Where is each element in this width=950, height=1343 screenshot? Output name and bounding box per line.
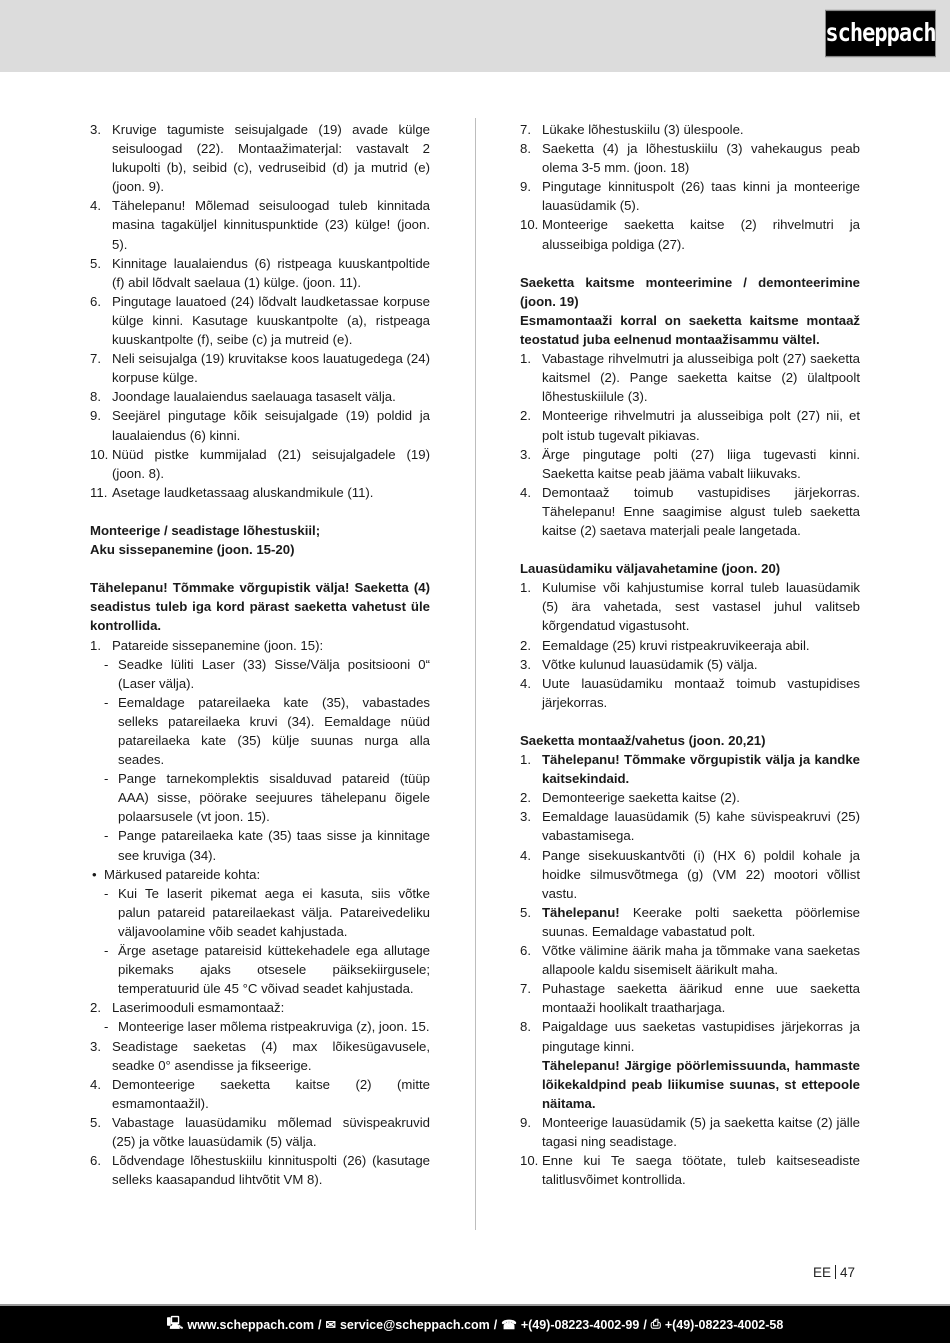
item-text: Neli seisujalga (19) kruvitakse koos lauatugedega (24) korpuse külge. [112,351,430,386]
list-marker: 7. [520,981,531,997]
list-item [90,1151,430,1189]
list-marker: 9. [90,408,101,424]
phone-icon: ☎ [501,1318,517,1332]
list-marker: - [104,656,109,672]
list-marker: 2. [520,790,531,806]
item-text: Aku sissepanemine (joon. 15-20) [90,542,295,558]
list-item [90,196,430,253]
item-text: Asetage laudketassaag aluskandmikule (11). [112,484,374,500]
spacer [90,502,430,521]
item-text: Keerake polti saeketta pöörlemise suunas. Eemaldage vabastatud polt. [542,904,860,939]
section-heading [90,540,430,559]
list-item [520,120,860,139]
item-text: Pingutage kinnituspolt (26) taas kinni ja monteerige lauasüdamik (5). [542,179,860,214]
list-item [90,1037,430,1075]
section-heading [90,521,430,540]
footer-contact-bar [0,1304,950,1343]
item-text: Pange sisekuuskantvõti (i) (HX 6) poldil kohale ja hoidke silmusvõtmega (g) (VM 22) mootori võllist vastu. [542,847,860,901]
mail-icon: ✉ [325,1318,336,1332]
bold-text: Tähelepanu! Tõmmake võrgupistik välja ja kandke kaitsekindaid. [542,752,860,787]
list-marker: - [104,885,109,901]
list-marker: 5. [520,904,531,920]
item-text: Pingutage lauatoed (24) lõdvalt laudketassae korpuse külge kinni. Kasutage kuuskantpolte (a), ristpeaga kuuskantpolte (f), seibe (c) ja mutreid (e). [112,293,430,348]
sub-list-item [90,941,430,998]
separator: / [493,1317,498,1332]
item-text: Lõdvendage lõhestuskiilu kinnituspolti (26) (kasutage selleks kaasapandud lihtvõtit VM 8). [112,1153,430,1188]
section-heading [520,731,860,750]
language-code: EE [813,1265,832,1280]
phone-number: +(49)-08223-4002-99 [520,1317,640,1332]
list-item [520,139,860,177]
list-item [520,578,860,635]
list-marker: 10. [90,446,109,462]
item-text: Uute lauasüdamiku montaaž toimub vastupidises järjekorras. [542,675,860,710]
item-text: Patareide sissepanemine (joon. 15): [112,637,324,653]
list-marker: 4. [90,198,101,214]
list-item [90,1075,430,1113]
list-item [90,349,430,387]
item-text: Kinnitage laualaiendus (6) ristpeaga kuuskantpoltide (f) abil lõdvalt saelaua (1) külge. (joon. 11). [112,255,430,290]
list-marker: • [92,866,97,882]
item-text: Seadke lüliti Laser (33) Sisse/Välja positsiooni 0“ (Laser välja). [118,656,430,691]
separator: / [643,1317,647,1332]
item-text: Joondage laualaiendus saelauaga tasaselt välja. [112,389,396,405]
list-marker: 7. [520,122,531,137]
list-item [520,1017,860,1055]
list-item [520,903,860,941]
warning-paragraph [90,578,430,635]
list-item [520,445,860,483]
item-text: Saeketta kaitsme monteerimine / demonteerimine (joon. 19) [520,274,860,309]
list-item [520,215,860,253]
item-text: Nüüd pistke kummijalad (21) seisujalgadele (19) (joon. 8). [112,446,430,481]
item-text: Vabastage rihvelmutri ja alusseibiga polt (27) saeketta kaitsmel (2). Pange saeketta kaitse (2) ülaltpoolt lõhestuskiilule (3). [542,351,860,405]
item-text: Demonteerige saeketta kaitse (2). [542,790,740,806]
bold-text: Tähelepanu! [542,904,620,920]
list-item [90,445,430,483]
list-item [90,387,430,406]
list-item [520,941,860,979]
sub-list-item [90,769,430,826]
list-item [520,349,860,406]
bold-text: Tähelepanu! Järgige pöörlemissuunda, hammaste lõikekaldpind peab liikumise suunas, st ettepoole näitama. [542,1057,860,1111]
list-item [520,1151,860,1189]
spacer [520,712,860,731]
item-text: Monteerige laser mõlema ristpeakruviga (z), joon. 15. [118,1019,430,1035]
item-text: Eemaldage patareilaeka kate (35), vabastades selleks patareilaeka kruvi (34). Eemaldage nüüd patareilaeka kate (35) külje suunas nurga alla seades. [118,694,430,768]
item-text: Monteerige rihvelmutri ja alusseibiga polt (27) nii, et polt istub tugevalt pikiavas. [542,408,860,443]
list-marker: 1. [520,752,531,768]
page-number [813,1265,855,1280]
scheppach-logo: scheppach [825,10,936,57]
item-text: Pange patareilaeka kate (35) taas sisse ja kinnitage see kruviga (34). [118,828,430,863]
list-marker: 7. [90,351,101,367]
separator: / [318,1317,322,1332]
item-text: Saeketta (4) ja lõhestuskiilu (3) vahekaugus peab olema 3-5 mm. (joon. 18) [542,141,860,176]
list-marker: 10. [520,217,539,233]
item-text: Vabastage lauasüdamiku mõlemad süvispeakruvid (25) ja võtke lauasüdamik (5) välja. [112,1114,430,1149]
list-marker: 4. [90,1076,101,1092]
item-text: Pange tarnekomplektis sisalduvad patareid (tüüp AAA) sisse, pöörake seejuures tähelepanu õigele polaarsusele (vt joon. 15). [118,771,430,825]
item-text: Ärge pingutage polti (27) liiga tugevasti kinni. Saeketta kaitse peab jääma vabalt liikuvaks. [542,446,860,481]
bullet-item [90,865,430,884]
website-link[interactable]: www.scheppach.com [187,1317,315,1332]
right-column [520,120,860,1189]
list-marker: - [104,694,109,710]
list-marker: 10. [520,1153,539,1169]
item-text: Ärge asetage patareisid küttekehadele ega allutage pikemaks ajaks otsesele päiksekiirgusele; temperatuurid üle 45 °C võivad seadet kahjustada. [118,943,430,997]
list-marker: - [104,943,109,959]
list-item-note [520,1056,860,1113]
list-item [90,406,430,444]
list-marker: 2. [520,637,531,653]
item-text: Saeketta montaaž/vahetus (joon. 20,21) [520,733,766,748]
item-text: Paigaldage uus saeketas vastupidises järjekorras ja pingutage kinni. [542,1019,860,1054]
list-item [520,177,860,215]
warning-paragraph [520,273,860,311]
list-item [520,406,860,444]
page-number-value: 47 [840,1265,856,1280]
item-text: Võtke välimine äärik maha ja tõmmake vana saeketas allapoole kaldu sisemiselt äärikult maha. [542,943,860,978]
spacer [520,540,860,559]
item-text: Eemaldage lauasüdamik (5) kahe süvispeakruvi (25) vabastamisega. [542,809,860,844]
email-link[interactable]: service@scheppach.com [339,1317,490,1332]
list-marker: 3. [520,656,531,672]
list-marker: 6. [90,1153,101,1169]
item-text: Seadistage saeketas (4) max lõikesügavusele, seadke 0° asendisse ja fikseerige. [112,1038,430,1073]
item-text: Monteerige / seadistage lõhestuskiil; [90,522,321,538]
page-header [0,0,950,72]
item-text: Laserimooduli esmamontaaž: [112,1000,285,1016]
list-item [90,254,430,292]
list-item [520,1113,860,1151]
computer-icon: 🖳 [166,1316,184,1330]
list-marker: 8. [520,141,531,157]
item-text: Esmamontaaži korral on saeketta kaitsme montaaž teostatud juba eelnenud montaažisammu vältel. [520,312,860,348]
item-text: Puhastage saeketta äärikud enne uue saeketta montaaži hoolikalt traatharjaga. [542,981,860,1016]
item-text: Eemaldage (25) kruvi ristpeakruvikeeraja abil. [542,637,810,653]
list-marker: 5. [90,255,101,271]
list-item [90,998,430,1017]
sub-list-item [90,884,430,941]
list-marker: 2. [90,1000,101,1016]
list-marker: 4. [520,484,531,500]
list-marker: 6. [90,293,101,309]
item-text: Monteerige saeketta kaitse (2) rihvelmutri ja alusseibiga poldiga (27). [542,217,860,252]
item-text: Lauasüdamiku väljavahetamine (joon. 20) [520,561,781,577]
list-item [90,636,430,655]
list-marker: 3. [90,1038,101,1054]
list-marker: 11. [90,484,108,500]
separator [835,1265,836,1279]
item-text: Märkused patareide kohta: [104,866,261,882]
item-text: Võtke kulunud lauasüdamik (5) välja. [542,656,758,672]
item-text: Enne kui Te saega töötate, tuleb kaitseseadiste talitlusvõimet kontrollida. [542,1153,860,1188]
item-text: Tähelepanu! Tõmmake võrgupistik välja! Saeketta (4) seadistus tuleb iga kord pärast saeketta vahetust üle kontrollida. [90,580,430,634]
list-marker: 3. [520,809,531,825]
sub-list-item [90,1017,430,1036]
list-marker: 9. [520,179,531,195]
list-item [90,1113,430,1151]
list-marker: - [104,771,109,787]
item-text: Tähelepanu! Mõlemad seisuloogad tuleb kinnitada masina tagaküljel kinnituspunktide (23) külge! (joon. 5). [112,198,430,252]
sub-list-item [90,826,430,864]
item-text: Kui Te laserit pikemat aega ei kasuta, siis võtke palun patareid patareilaekast välja. Patareivedeliku väljavoolamine võib seadet kahjustada. [118,885,430,939]
list-marker: 1. [520,351,531,367]
list-marker: 8. [90,389,101,405]
list-marker: 1. [520,580,531,596]
list-item [520,655,860,674]
list-marker: - [104,828,109,844]
list-item [90,483,430,502]
list-marker: 3. [90,122,101,137]
list-marker: 4. [520,847,531,863]
list-item [520,636,860,655]
spacer [520,254,860,273]
list-marker: 6. [520,943,531,959]
list-item [90,120,430,196]
list-marker: 8. [520,1019,531,1035]
list-marker: 1. [90,637,101,653]
item-text: Monteerige lauasüdamik (5) ja saeketta kaitse (2) jälle tagasi ning seadistage. [542,1114,860,1149]
fax-icon: ⎙ [650,1317,661,1331]
item-text: Lükake lõhestuskiilu (3) ülespoole. [542,122,744,137]
item-text: Kulumise või kahjustumise korral tuleb lauasüdamik (5) ära vahetada, sest vastasel juhul valitseb kõrgendatud vigastusoht. [542,580,860,634]
list-item [520,807,860,845]
list-item [520,846,860,903]
list-item [520,979,860,1017]
warning-paragraph [520,311,860,349]
sub-list-item [90,655,430,693]
list-marker: 5. [90,1114,101,1130]
list-marker: 4. [520,675,531,691]
list-item [520,483,860,540]
column-divider [475,118,476,1230]
item-text: Demonteerige saeketta kaitse (2) (mitte esmamontaažil). [112,1076,430,1111]
left-column [90,120,430,1189]
fax-number: +(49)-08223-4002-58 [664,1317,784,1332]
list-item [520,750,860,788]
list-marker: - [104,1019,109,1035]
list-marker: 2. [520,408,531,424]
item-text: Demontaaž toimub vastupidises järjekorras. Tähelepanu! Enne saagimise algust tuleb saeketta kaitse (2) saetava materjali peale langetada. [542,484,860,538]
item-text: Kruvige tagumiste seisujalgade (19) avade külge seisuloogad (22). Montaažimaterjal: vastavalt 2 lukupolti (b), seibid (c), vedruseibid (d) ja mutrid (e) (joon. 9). [112,122,430,195]
list-marker: 9. [520,1114,531,1130]
list-marker: 3. [520,446,531,462]
list-item [520,674,860,712]
section-heading [520,559,860,578]
list-item [90,292,430,349]
sub-list-item [90,693,430,769]
list-item [520,788,860,807]
spacer [90,559,430,578]
item-text: Seejärel pingutage kõik seisujalgade (19) poldid ja laualaiendus (6) kinni. [112,408,430,443]
